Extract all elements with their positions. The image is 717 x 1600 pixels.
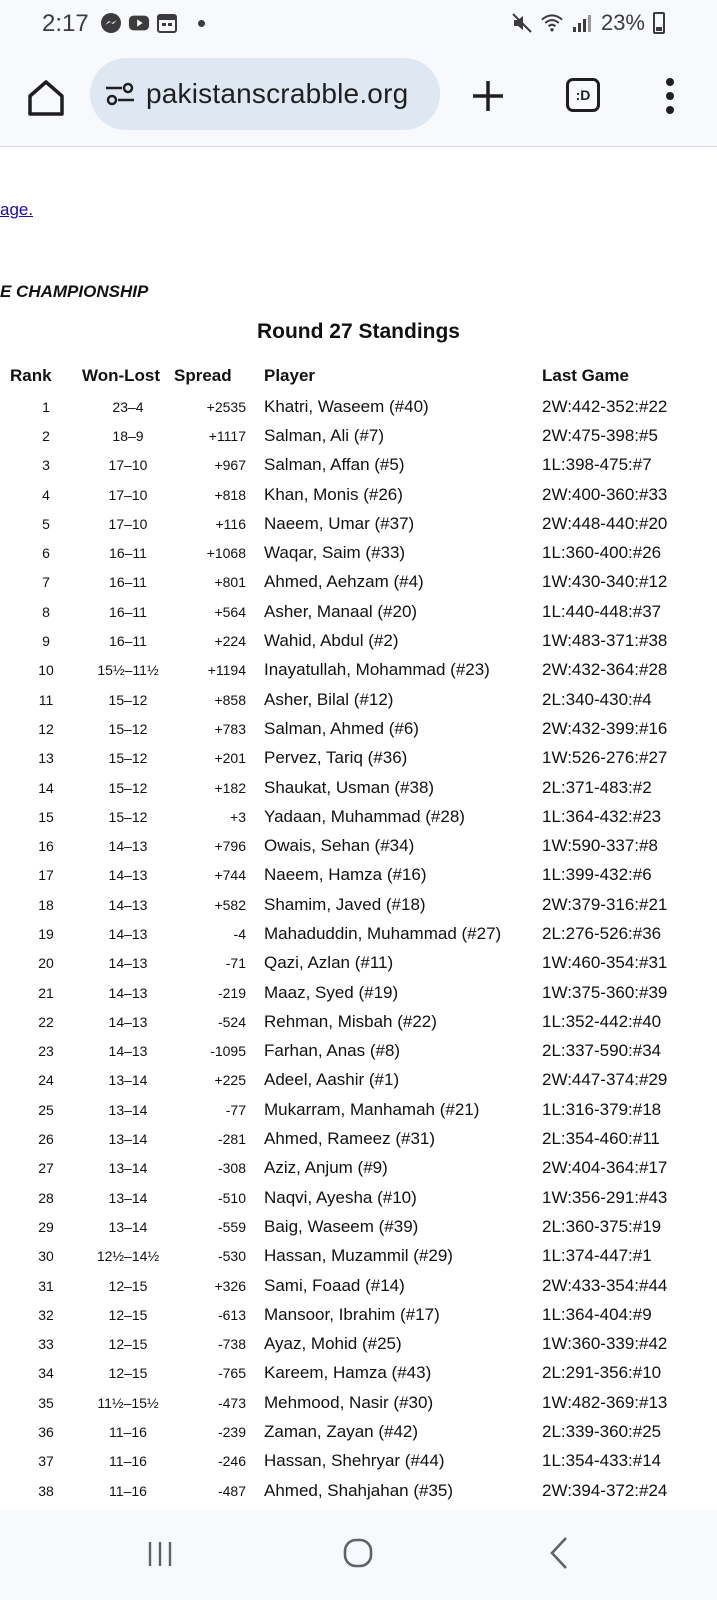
won-lost-cell: 14–13 <box>108 1043 148 1060</box>
last-game-cell: 1W:590-337:#8 <box>542 836 658 856</box>
won-lost-cell: 14–13 <box>108 925 148 942</box>
nav-home-button[interactable] <box>343 1538 373 1568</box>
won-lost-cell: 15–12 <box>108 779 148 796</box>
player-cell: Ahmed, Rameez (#31) <box>264 1129 436 1149</box>
standings-title: Round 27 Standings <box>256 320 460 343</box>
last-game-cell: 1L:352-442:#40 <box>542 1011 662 1031</box>
home-button[interactable] <box>24 76 68 120</box>
rank-cell: 24 <box>38 1072 54 1089</box>
rank-cell: 14 <box>38 779 54 796</box>
spread-cell: -77 <box>225 1101 246 1118</box>
spread-cell: -473 <box>217 1394 246 1411</box>
header-rank: Rank <box>10 366 52 385</box>
table-row <box>10 685 667 714</box>
rank-cell: 30 <box>38 1248 54 1265</box>
last-game-cell: 1L:398-475:#7 <box>542 455 652 475</box>
spread-cell: -530 <box>217 1248 246 1265</box>
notification-icons <box>100 12 205 34</box>
rank-cell: 15 <box>38 808 54 825</box>
won-lost-cell: 13–14 <box>108 1072 148 1089</box>
table-row <box>10 1417 667 1446</box>
player-cell: Salman, Ahmed (#6) <box>264 718 419 738</box>
table-row <box>10 1242 667 1271</box>
player-cell: Salman, Affan (#5) <box>264 455 405 475</box>
header-player: Player <box>264 366 316 385</box>
rank-cell: 36 <box>38 1424 54 1441</box>
won-lost-cell: 17–10 <box>108 457 148 474</box>
more-vert-icon <box>660 74 680 118</box>
won-lost-cell: 14–13 <box>108 867 148 884</box>
last-game-cell: 1W:375-360:#39 <box>542 982 668 1002</box>
player-cell: Adeel, Aashir (#1) <box>264 1070 400 1090</box>
player-cell: Hassan, Muzammil (#29) <box>264 1246 453 1266</box>
rank-cell: 9 <box>42 633 50 650</box>
player-cell: Hassan, Shehryar (#44) <box>264 1451 445 1471</box>
table-row <box>10 538 667 567</box>
signal-icon <box>571 12 593 34</box>
last-game-cell: 2W:433-354:#44 <box>542 1275 668 1295</box>
rank-cell: 16 <box>38 838 54 855</box>
last-game-cell: 2L:291-356:#10 <box>542 1363 662 1383</box>
player-cell: Maaz, Syed (#19) <box>264 982 399 1002</box>
won-lost-cell: 18–9 <box>112 427 144 444</box>
messenger-icon <box>100 12 122 34</box>
player-cell: Farhan, Anas (#8) <box>264 1041 401 1061</box>
rank-cell: 29 <box>38 1218 54 1235</box>
table-row <box>10 890 667 919</box>
header-last-game: Last Game <box>542 366 629 385</box>
table-row <box>10 949 667 978</box>
won-lost-cell: 17–10 <box>108 515 148 532</box>
player-cell: Waqar, Saim (#33) <box>264 543 406 563</box>
last-game-cell: 2W:379-316:#21 <box>542 894 668 914</box>
last-game-cell: 2W:447-374:#29 <box>542 1070 668 1090</box>
spread-cell: -308 <box>217 1160 246 1177</box>
status-time: 2:17 <box>42 10 89 37</box>
last-game-cell: 1W:430-340:#12 <box>542 572 668 592</box>
table-row <box>10 1212 667 1241</box>
rank-cell: 27 <box>38 1160 54 1177</box>
youtube-icon <box>128 12 150 34</box>
spread-cell: -738 <box>217 1336 246 1353</box>
table-row <box>10 568 667 597</box>
rank-cell: 33 <box>38 1336 54 1353</box>
won-lost-cell: 14–13 <box>108 838 148 855</box>
won-lost-cell: 14–13 <box>108 984 148 1001</box>
spread-cell: +1117 <box>208 427 246 444</box>
table-header-row <box>10 360 667 392</box>
won-lost-cell: 13–14 <box>108 1189 148 1206</box>
rank-cell: 35 <box>38 1394 54 1411</box>
table-row <box>10 1388 667 1417</box>
nav-home-icon <box>343 1538 373 1568</box>
rank-cell: 13 <box>38 750 54 767</box>
last-game-cell: 2L:371-483:#2 <box>542 777 652 797</box>
rank-cell: 20 <box>38 955 54 972</box>
last-game-cell: 2W:432-364:#28 <box>542 660 668 680</box>
table-row <box>10 1154 667 1183</box>
won-lost-cell: 13–14 <box>108 1131 148 1148</box>
rank-cell: 4 <box>42 486 50 503</box>
spread-cell: +116 <box>215 515 246 532</box>
rank-cell: 2 <box>42 427 50 444</box>
rank-cell: 18 <box>38 896 54 913</box>
player-cell: Khan, Monis (#26) <box>264 484 403 504</box>
won-lost-cell: 14–13 <box>108 1013 148 1030</box>
spread-cell: +796 <box>214 838 246 855</box>
won-lost-cell: 15½–11½ <box>97 662 159 679</box>
site-settings-icon[interactable] <box>104 80 136 108</box>
last-game-cell: 2W:432-399:#16 <box>542 718 668 738</box>
table-row <box>10 714 667 743</box>
rank-cell: 8 <box>42 603 50 620</box>
last-game-cell: 1L:399-432:#6 <box>542 865 652 885</box>
won-lost-cell: 12–15 <box>108 1336 148 1353</box>
table-row <box>10 1066 667 1095</box>
spread-cell: +858 <box>214 691 246 708</box>
rank-cell: 28 <box>38 1189 54 1206</box>
table-row <box>10 1476 667 1505</box>
table-row <box>10 831 667 860</box>
player-cell: Zaman, Zayan (#42) <box>264 1422 419 1442</box>
standings-table <box>10 360 667 1505</box>
rank-cell: 38 <box>38 1482 54 1499</box>
rank-cell: 1 <box>42 398 50 415</box>
player-cell: Shamim, Javed (#18) <box>264 894 426 914</box>
spread-cell: -524 <box>217 1013 246 1030</box>
player-cell: Ahmed, Aehzam (#4) <box>264 572 424 592</box>
won-lost-cell: 12–15 <box>108 1277 148 1294</box>
table-row <box>10 1271 667 1300</box>
player-cell: Pervez, Tariq (#36) <box>264 748 408 768</box>
last-game-cell: 1W:356-291:#43 <box>542 1187 668 1207</box>
player-cell: Mehmood, Nasir (#30) <box>264 1392 434 1412</box>
more-notifications-dot <box>198 20 205 27</box>
spread-cell: +783 <box>214 720 246 737</box>
last-game-cell: 1L:374-447:#1 <box>542 1246 652 1266</box>
last-game-cell: 1W:483-371:#38 <box>542 631 668 651</box>
won-lost-cell: 15–12 <box>108 808 148 825</box>
last-game-cell: 2W:400-360:#33 <box>542 484 668 504</box>
table-row <box>10 480 667 509</box>
calendar-icon <box>156 12 178 34</box>
won-lost-cell: 15–12 <box>108 720 148 737</box>
championship-heading: E CHAMPIONSHIP <box>0 282 149 301</box>
last-game-cell: 1L:364-432:#23 <box>542 806 662 826</box>
last-game-cell: 2L:360-375:#19 <box>542 1216 662 1236</box>
spread-cell: -613 <box>217 1306 246 1323</box>
spread-cell: -765 <box>217 1365 246 1382</box>
rank-cell: 5 <box>42 515 50 532</box>
won-lost-cell: 13–14 <box>108 1101 148 1118</box>
last-game-cell: 2L:354-460:#11 <box>542 1129 660 1149</box>
player-cell: Yadaan, Muhammad (#28) <box>264 806 465 826</box>
player-cell: Naqvi, Ayesha (#10) <box>264 1187 417 1207</box>
spread-cell: -510 <box>217 1189 246 1206</box>
player-cell: Mahaduddin, Muhammad (#27) <box>264 923 502 943</box>
player-cell: Asher, Manaal (#20) <box>264 601 418 621</box>
spread-cell: +582 <box>214 896 246 913</box>
table-row <box>10 919 667 948</box>
recent-apps-button[interactable] <box>146 1540 174 1568</box>
new-tab-button[interactable] <box>468 76 508 116</box>
last-game-cell: 2L:340-430:#4 <box>542 689 652 709</box>
rank-cell: 6 <box>42 545 50 562</box>
spread-cell: +326 <box>214 1277 246 1294</box>
player-cell: Ahmed, Shahjahan (#35) <box>264 1480 454 1500</box>
won-lost-cell: 13–14 <box>108 1218 148 1235</box>
link-period: . <box>28 200 34 219</box>
last-game-cell: 2L:339-360:#25 <box>542 1422 662 1442</box>
rank-cell: 31 <box>38 1277 54 1294</box>
last-game-cell: 2W:448-440:#20 <box>542 513 668 533</box>
last-game-cell: 2W:394-372:#24 <box>542 1480 668 1500</box>
won-lost-cell: 16–11 <box>109 633 147 650</box>
won-lost-cell: 13–14 <box>108 1160 148 1177</box>
rank-cell: 23 <box>38 1043 54 1060</box>
last-game-cell: 1L:354-433:#14 <box>542 1451 662 1471</box>
address-bar[interactable] <box>90 58 440 130</box>
spread-cell: -239 <box>217 1424 246 1441</box>
recent-apps-icon <box>146 1540 174 1568</box>
won-lost-cell: 12–15 <box>108 1306 148 1323</box>
won-lost-cell: 16–11 <box>109 603 147 620</box>
last-game-cell: 1W:526-276:#27 <box>542 748 668 768</box>
won-lost-cell: 11–16 <box>109 1424 147 1441</box>
spread-cell: -219 <box>217 984 246 1001</box>
spread-cell: -1095 <box>210 1043 246 1060</box>
spread-cell: +201 <box>214 750 246 767</box>
table-row <box>10 1300 667 1329</box>
spread-cell: +225 <box>214 1072 246 1089</box>
battery-percent: 23% <box>600 10 645 35</box>
tab-switcher-button[interactable]: :D <box>566 78 600 112</box>
player-cell: Khatri, Waseem (#40) <box>264 396 429 416</box>
player-cell: Inayatullah, Mohammad (#23) <box>264 660 490 680</box>
player-cell: Naeem, Hamza (#16) <box>264 865 427 885</box>
table-row <box>10 1037 667 1066</box>
rank-cell: 22 <box>38 1013 54 1030</box>
url-text[interactable]: pakistanscrabble.org <box>146 78 409 109</box>
rank-cell: 12 <box>38 720 54 737</box>
last-game-cell: 1W:482-369:#13 <box>542 1392 668 1412</box>
player-cell: Kareem, Hamza (#43) <box>264 1363 432 1383</box>
spread-cell: +182 <box>214 779 246 796</box>
player-cell: Mukarram, Manhamah (#21) <box>264 1099 480 1119</box>
rank-cell: 11 <box>38 691 54 708</box>
player-cell: Qazi, Azlan (#11) <box>264 953 394 973</box>
rank-cell: 26 <box>38 1131 54 1148</box>
wifi-icon <box>541 12 563 34</box>
nav-back-button[interactable] <box>548 1536 570 1570</box>
table-row <box>10 626 667 655</box>
table-row <box>10 1447 667 1476</box>
last-game-cell: 1W:360-339:#42 <box>542 1334 668 1354</box>
spread-cell: +3 <box>230 808 246 825</box>
browser-menu-button[interactable] <box>660 74 680 118</box>
last-game-cell: 1L:364-404:#9 <box>542 1304 652 1324</box>
player-cell: Baig, Waseem (#39) <box>264 1216 419 1236</box>
spread-cell: -71 <box>225 955 246 972</box>
player-cell: Wahid, Abdul (#2) <box>264 631 399 651</box>
rank-cell: 17 <box>38 867 54 884</box>
spread-cell: +1194 <box>207 662 246 679</box>
won-lost-cell: 17–10 <box>108 486 148 503</box>
page-link-fragment[interactable] <box>0 200 33 220</box>
won-lost-cell: 11–16 <box>109 1453 147 1470</box>
rank-cell: 7 <box>42 574 50 591</box>
spread-cell: +801 <box>214 574 246 591</box>
rank-cell: 19 <box>38 925 54 942</box>
table-row <box>10 1095 667 1124</box>
spread-cell: +818 <box>214 486 246 503</box>
table-row <box>10 1007 667 1036</box>
table-row <box>10 744 667 773</box>
home-icon <box>24 76 68 120</box>
won-lost-cell: 14–13 <box>108 955 148 972</box>
rank-cell: 10 <box>38 662 54 679</box>
rank-cell: 32 <box>38 1306 54 1323</box>
spread-cell: +967 <box>214 457 246 474</box>
table-row <box>10 802 667 831</box>
spread-cell: -281 <box>217 1131 246 1148</box>
player-cell: Ayaz, Mohid (#25) <box>264 1334 402 1354</box>
back-icon <box>548 1536 570 1570</box>
last-game-cell: 2L:337-590:#34 <box>542 1041 662 1061</box>
last-game-cell: 2W:442-352:#22 <box>542 396 668 416</box>
last-game-cell: 1L:440-448:#37 <box>542 601 662 621</box>
won-lost-cell: 23–4 <box>112 398 144 415</box>
spread-cell: -559 <box>217 1218 246 1235</box>
player-cell: Sami, Foaad (#14) <box>264 1275 405 1295</box>
header-won-lost: Won-Lost <box>82 366 161 385</box>
battery-icon <box>653 12 665 34</box>
table-row <box>10 861 667 890</box>
spread-cell: -487 <box>217 1482 246 1499</box>
last-game-cell: 2W:404-364:#17 <box>542 1158 668 1178</box>
spread-cell: +2535 <box>206 398 246 415</box>
system-nav-bar <box>0 1510 717 1600</box>
won-lost-cell: 15–12 <box>108 750 148 767</box>
last-game-cell: 1L:316-379:#18 <box>542 1099 662 1119</box>
won-lost-cell: 15–12 <box>108 691 148 708</box>
table-row <box>10 597 667 626</box>
plus-icon <box>468 76 508 116</box>
table-row <box>10 1359 667 1388</box>
table-row <box>10 1330 667 1359</box>
won-lost-cell: 11½–15½ <box>97 1394 159 1411</box>
won-lost-cell: 16–11 <box>109 574 147 591</box>
rank-cell: 3 <box>42 457 50 474</box>
player-cell: Aziz, Anjum (#9) <box>264 1158 388 1178</box>
spread-cell: +564 <box>214 603 246 620</box>
table-row <box>10 421 667 450</box>
player-cell: Owais, Sehan (#34) <box>264 836 415 856</box>
table-row <box>10 1183 667 1212</box>
header-spread: Spread <box>174 366 232 385</box>
last-game-cell: 1L:360-400:#26 <box>542 543 662 563</box>
spread-cell: -246 <box>217 1453 246 1470</box>
won-lost-cell: 16–11 <box>109 545 147 562</box>
rank-cell: 25 <box>38 1101 54 1118</box>
browser-toolbar <box>0 50 717 147</box>
page-link-text[interactable]: age <box>0 200 29 219</box>
player-cell: Shaukat, Usman (#38) <box>264 777 435 797</box>
spread-cell: +224 <box>214 633 246 650</box>
table-row <box>10 978 667 1007</box>
won-lost-cell: 11–16 <box>109 1482 147 1499</box>
player-cell: Asher, Bilal (#12) <box>264 689 394 709</box>
mute-icon <box>511 12 533 34</box>
standings-body <box>10 392 667 1505</box>
player-cell: Mansoor, Ibrahim (#17) <box>264 1304 440 1324</box>
spread-cell: +744 <box>214 867 246 884</box>
table-row <box>10 451 667 480</box>
last-game-cell: 2L:276-526:#36 <box>542 923 662 943</box>
won-lost-cell: 14–13 <box>108 896 148 913</box>
table-row <box>10 509 667 538</box>
table-row <box>10 1124 667 1153</box>
table-row <box>10 656 667 685</box>
spread-cell: +1068 <box>206 545 246 562</box>
last-game-cell: 2W:475-398:#5 <box>542 425 658 445</box>
player-cell: Salman, Ali (#7) <box>264 425 384 445</box>
table-row <box>10 392 667 421</box>
table-row <box>10 773 667 802</box>
player-cell: Naeem, Umar (#37) <box>264 513 415 533</box>
system-icons <box>511 10 665 36</box>
status-bar <box>0 0 717 50</box>
spread-cell: -4 <box>233 925 246 942</box>
rank-cell: 21 <box>38 984 54 1001</box>
won-lost-cell: 12½–14½ <box>96 1248 160 1265</box>
rank-cell: 37 <box>38 1453 54 1470</box>
rank-cell: 34 <box>38 1365 54 1382</box>
player-cell: Rehman, Misbah (#22) <box>264 1011 437 1031</box>
won-lost-cell: 12–15 <box>108 1365 148 1382</box>
last-game-cell: 1W:460-354:#31 <box>542 953 668 973</box>
